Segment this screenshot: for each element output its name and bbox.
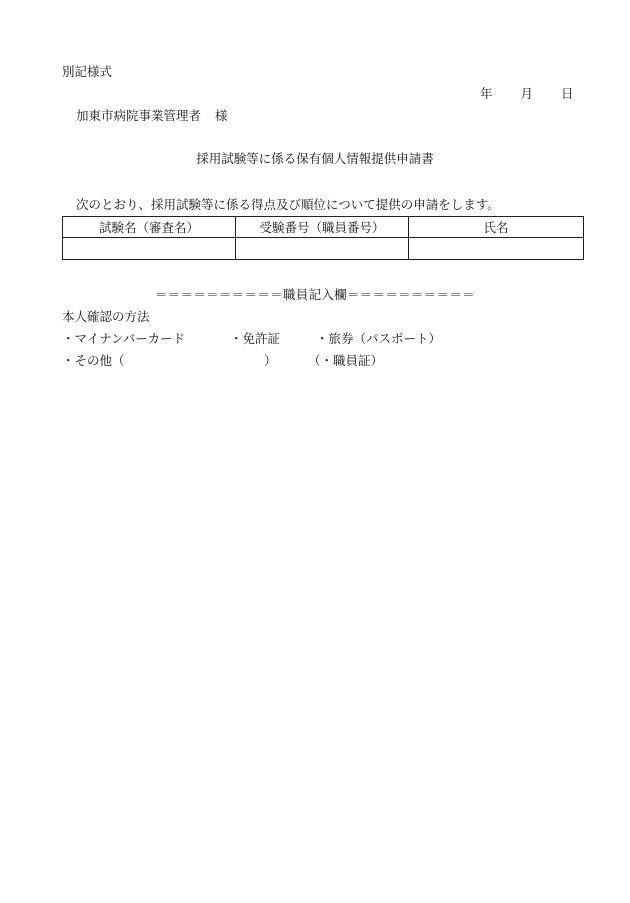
cell-exam-number[interactable] — [236, 238, 409, 260]
intro-text: 次のとおり、採用試験等に係る得点及び順位について提供の申請をします。 — [76, 197, 500, 212]
date-month: 月 — [520, 86, 534, 101]
addressee — [76, 110, 228, 123]
addressee-name: 加東市病院事業管理者 — [76, 108, 202, 123]
option-other-close: ） — [264, 353, 277, 368]
table-row — [63, 238, 584, 260]
form-label: 別記様式 — [62, 64, 113, 79]
cell-exam-name[interactable] — [63, 238, 236, 260]
header-exam-number: 受験番号（職員番号） — [236, 217, 409, 238]
addressee-honorific: 様 — [215, 108, 228, 123]
document-title: 採用試験等に係る保有個人情報提供申請書 — [196, 151, 434, 166]
applicant-info-table — [62, 216, 584, 260]
option-passport: ・旅券（パスポート） — [316, 331, 442, 346]
table-header-row — [63, 217, 584, 238]
option-other: ・その他（ — [62, 353, 125, 368]
header-exam-name: 試験名（審査名） — [63, 217, 236, 238]
option-staff-id: （・職員証） — [308, 353, 384, 368]
header-full-name: 氏名 — [409, 217, 584, 238]
cell-full-name[interactable] — [409, 238, 584, 260]
option-mynumber-card: ・マイナンバーカード — [62, 331, 186, 346]
id-method-title: 本人確認の方法 — [62, 309, 150, 324]
date-line — [480, 88, 574, 101]
option-drivers-license: ・免許証 — [230, 331, 281, 346]
staff-section-header: ＝＝＝＝＝＝＝＝＝＝職員記入欄＝＝＝＝＝＝＝＝＝＝ — [154, 287, 475, 302]
date-year: 年 — [480, 86, 493, 101]
date-day: 日 — [561, 86, 574, 101]
